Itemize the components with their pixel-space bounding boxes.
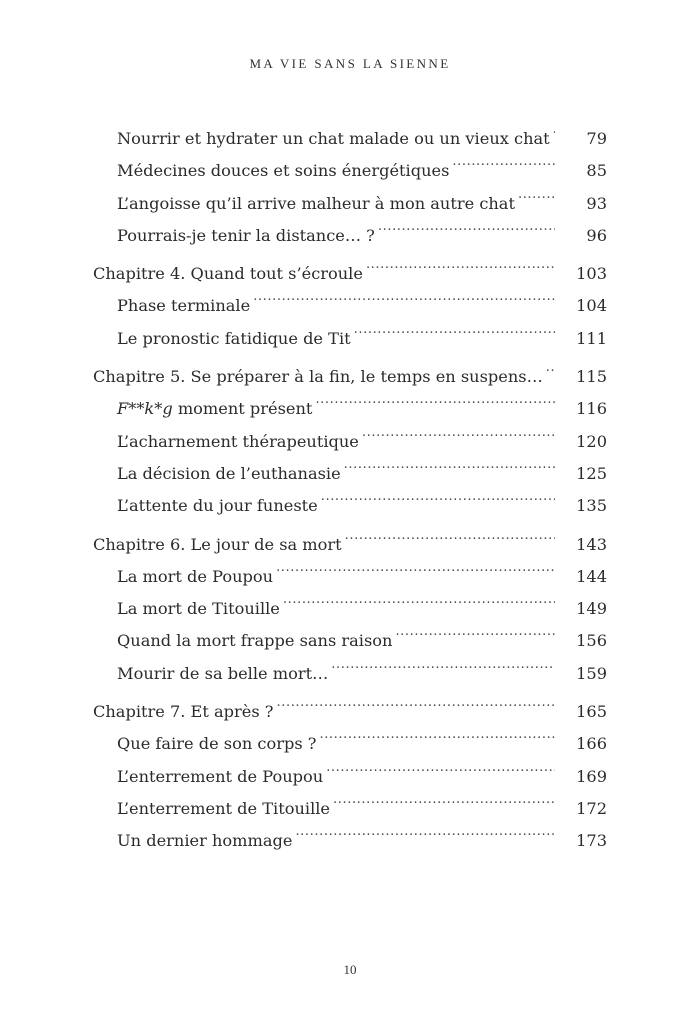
dot-leader — [452, 144, 555, 176]
toc-entry-page: 85 — [586, 161, 607, 181]
dot-leader — [366, 247, 555, 279]
toc-entry-title: Mourir de sa belle mort… — [117, 663, 329, 683]
toc-entry-page: 93 — [586, 193, 607, 213]
dot-leader — [253, 279, 555, 311]
toc-entry-title: L’enterrement de Titouille — [117, 798, 331, 818]
toc-entry-page: 79 — [586, 129, 607, 148]
dot-leader — [333, 782, 555, 814]
toc-entry[interactable] — [93, 112, 607, 148]
page-number: 10 — [343, 962, 357, 977]
dot-leader — [362, 415, 555, 447]
toc-entry-title: Médecines douces et soins énergétiques — [117, 161, 450, 181]
dot-leader — [354, 312, 555, 344]
toc-entry-page: 111 — [576, 328, 607, 348]
toc-entry-page: 103 — [576, 264, 607, 284]
dot-leader — [344, 447, 555, 479]
toc-entry-title: L’acharnement thérapeutique — [117, 431, 359, 451]
toc-entry-title: La décision de l’euthanasie — [117, 463, 341, 483]
toc-entry-title: Chapitre 7. Et après ? — [93, 702, 274, 722]
toc-entry-page: 173 — [576, 831, 607, 851]
toc-group-chapter-7 — [93, 685, 607, 851]
toc-entry-page: 149 — [576, 599, 607, 619]
toc-entry-title: Nourrir et hydrater un chat malade ou un vieux chat — [117, 129, 550, 148]
toc-entry-page: 96 — [586, 225, 607, 245]
toc-entry-title-rest: moment présent — [172, 399, 313, 419]
toc-group-chapter-4 — [93, 247, 607, 348]
toc-entry-title: Chapitre 4. Quand tout s’écroule — [93, 264, 363, 284]
toc-entry-title — [117, 393, 312, 425]
dot-leader — [276, 550, 555, 582]
toc-entry-title: L’attente du jour funeste — [117, 496, 318, 516]
toc-entry-page: 156 — [576, 631, 607, 651]
toc-chapter-entry[interactable] — [93, 350, 607, 387]
toc-entry-page: 169 — [576, 766, 607, 786]
toc-entry-title: L’enterrement de Poupou — [117, 766, 324, 786]
toc-entry-title: Quand la mort frappe sans raison — [117, 631, 393, 651]
dot-leader — [321, 479, 555, 511]
toc-entry-title: Chapitre 5. Se préparer à la fin, le temps en suspens… — [93, 367, 543, 387]
table-of-contents — [93, 112, 607, 853]
dot-leader — [546, 350, 555, 382]
toc-entry-page: 172 — [576, 798, 607, 818]
dot-leader — [345, 518, 555, 550]
toc-entry-page: 104 — [576, 296, 607, 316]
dot-leader — [283, 582, 555, 614]
dot-leader — [315, 382, 555, 414]
toc-entry-page: 125 — [576, 463, 607, 483]
dot-leader — [331, 647, 555, 679]
toc-chapter-entry[interactable] — [93, 518, 607, 554]
toc-entry-title: Un dernier hommage — [117, 831, 293, 851]
dot-leader — [553, 112, 555, 144]
toc-entry-page: 120 — [576, 431, 607, 451]
toc-entry-page: 116 — [576, 399, 607, 419]
toc-entry-page: 143 — [576, 534, 607, 554]
toc-entry-page: 135 — [576, 496, 607, 516]
toc-entry-title: La mort de Poupou — [117, 566, 274, 586]
toc-entry-page: 159 — [576, 663, 607, 683]
running-head: MA VIE SANS LA SIENNE — [249, 56, 451, 71]
dot-leader — [277, 685, 556, 717]
toc-entry-title: L’angoisse qu’il arrive malheur à mon autre chat — [117, 193, 515, 213]
dot-leader — [395, 614, 555, 646]
dot-leader — [378, 209, 555, 241]
toc-entry-page: 165 — [576, 702, 607, 722]
toc-entry-title-italic: F**k*g — [117, 399, 173, 419]
toc-entry-title: La mort de Titouille — [117, 599, 280, 619]
dot-leader — [326, 750, 555, 782]
toc-group — [93, 112, 607, 245]
toc-entry-page: 166 — [576, 734, 607, 754]
toc-entry-page: 115 — [576, 367, 607, 387]
toc-entry-title: Phase terminale — [117, 296, 251, 316]
toc-group-chapter-6 — [93, 518, 607, 683]
dot-leader — [518, 177, 555, 209]
toc-chapter-entry[interactable] — [93, 247, 607, 284]
toc-group-chapter-5 — [93, 350, 607, 516]
toc-entry-title: Chapitre 6. Le jour de sa mort — [93, 534, 342, 554]
toc-entry-title: Que faire de son corps ? — [117, 734, 317, 754]
dot-leader — [295, 814, 555, 846]
toc-entry-title: Pourrais-je tenir la distance… ? — [117, 225, 375, 245]
toc-entry-title: Le pronostic fatidique de Tit — [117, 328, 351, 348]
toc-entry-page: 144 — [576, 566, 607, 586]
toc-chapter-entry[interactable] — [93, 685, 607, 722]
dot-leader — [319, 717, 555, 749]
